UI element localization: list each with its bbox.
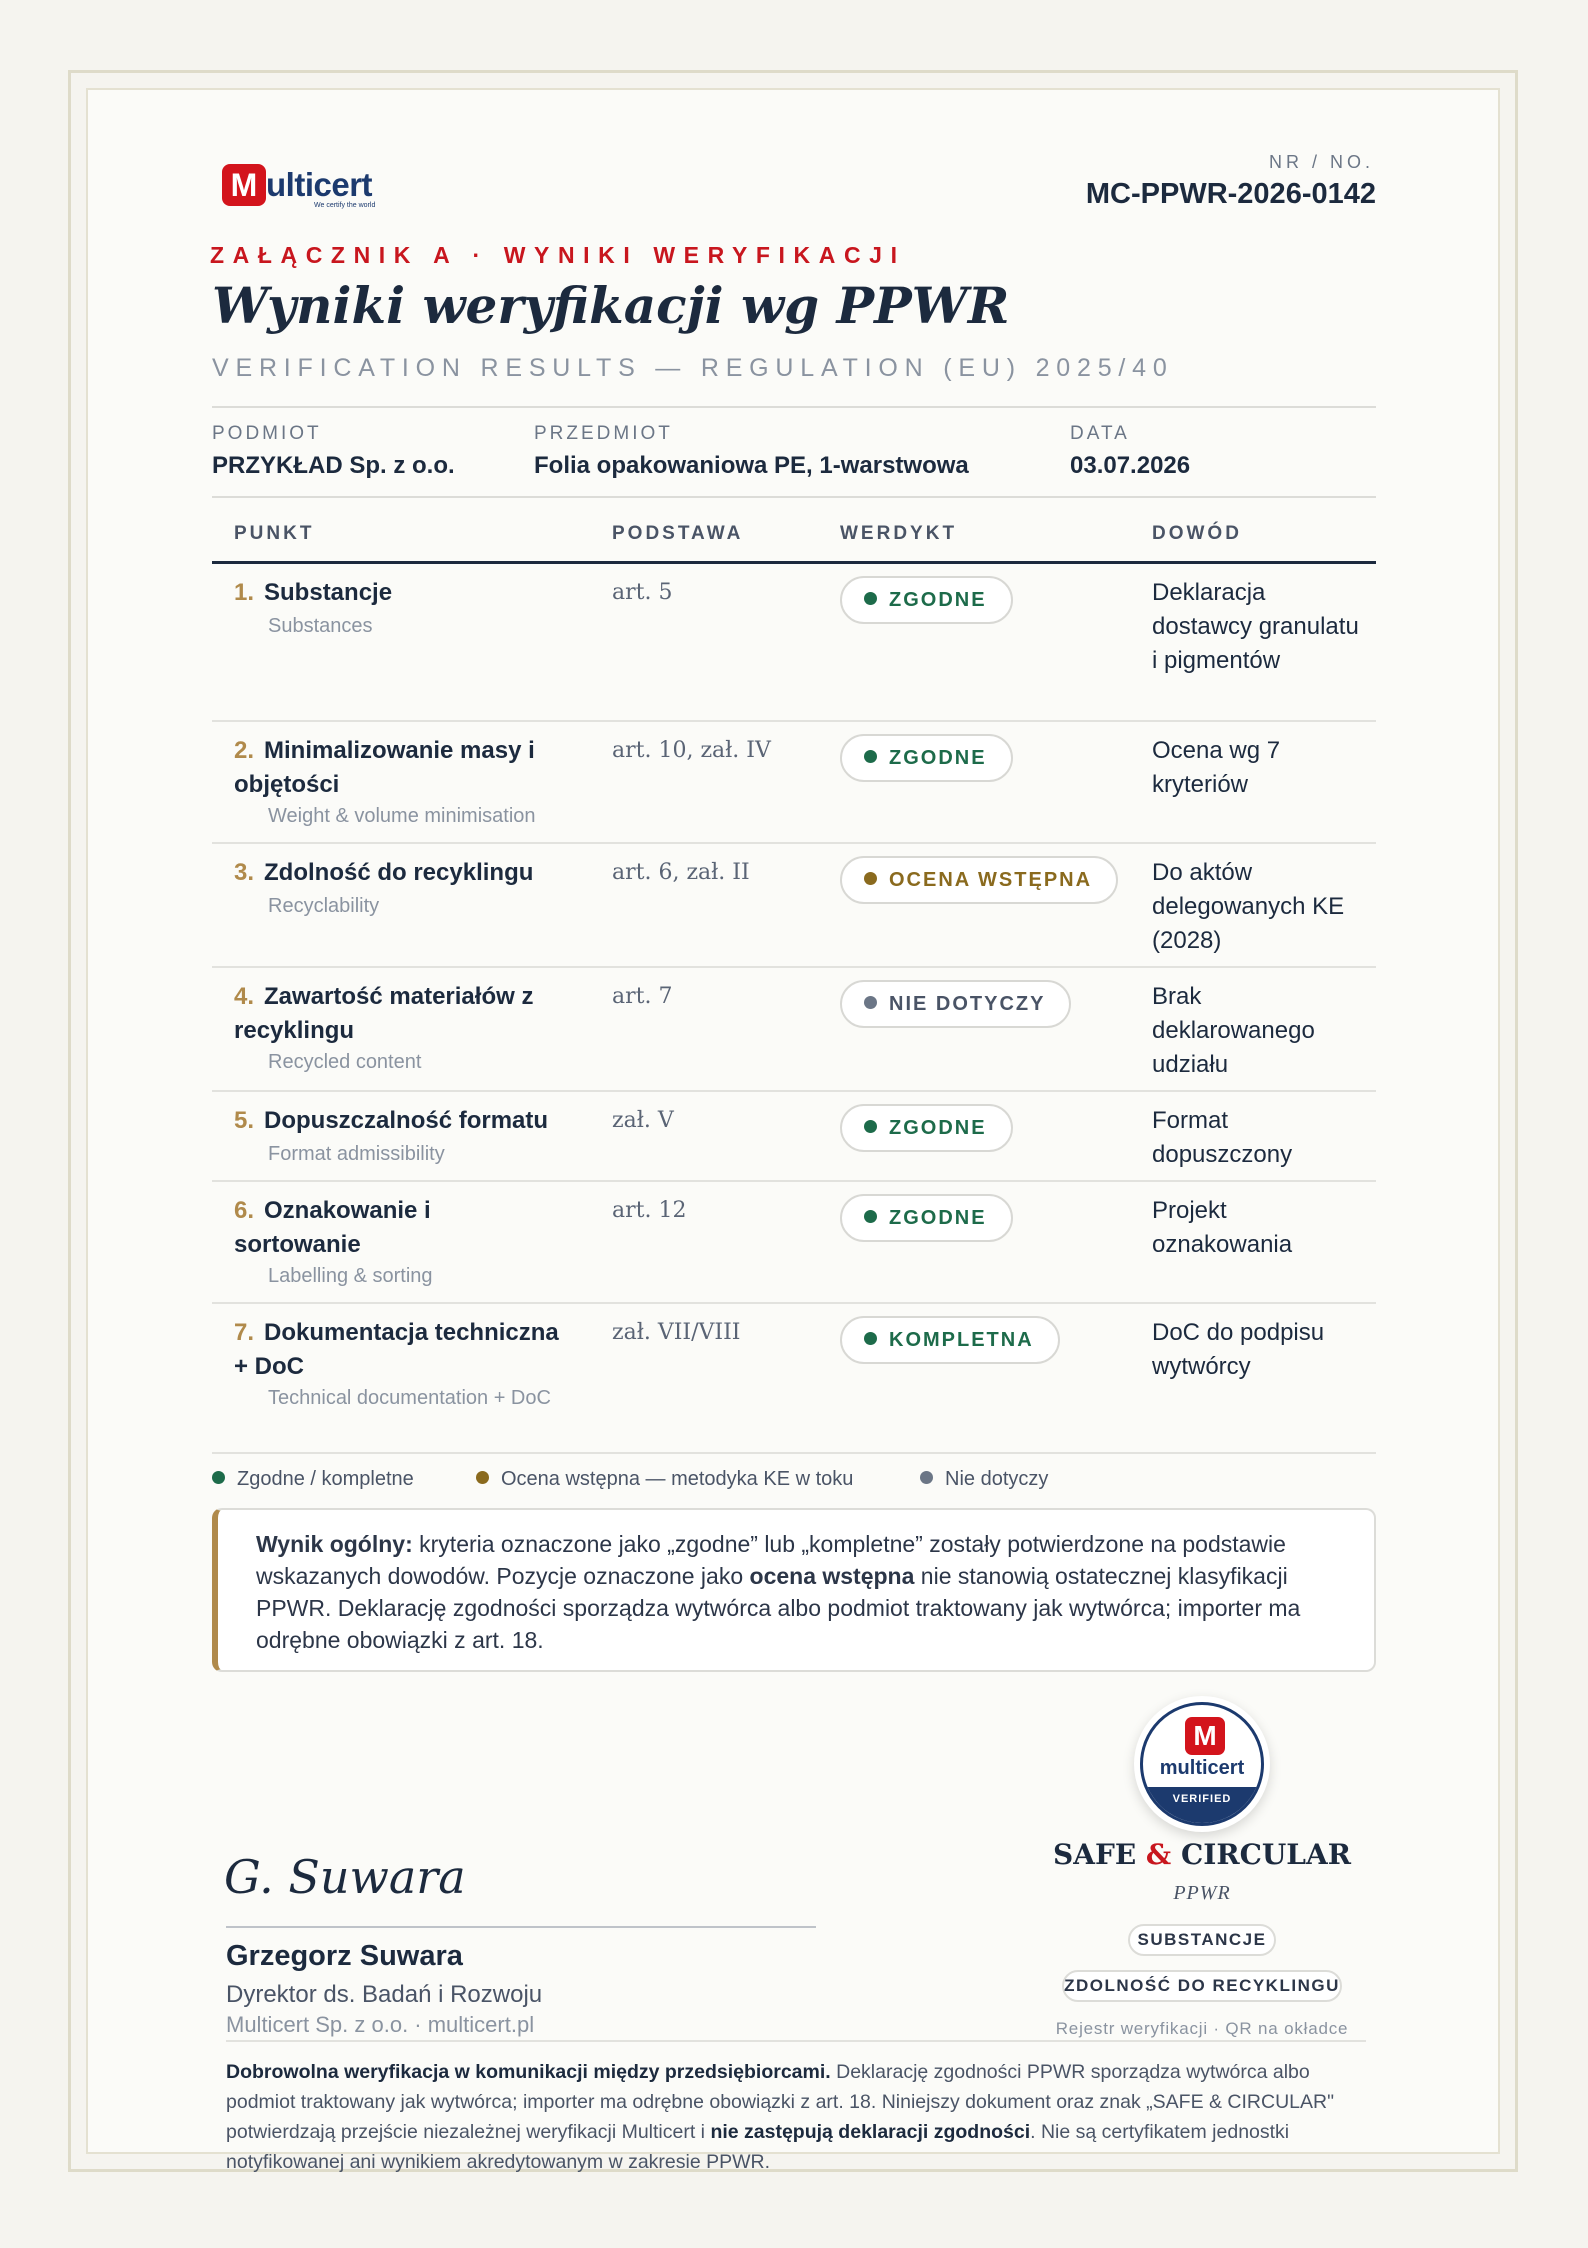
column-header-point: PUNKT [234, 523, 315, 544]
row-evidence: DoC do podpisu wytwórcy [1152, 1319, 1325, 1380]
annex-kicker: ZAŁĄCZNIK A · WYNIKI WERYFIKACJI [210, 242, 906, 268]
row-evidence: Brak deklarowanego udziału [1152, 983, 1315, 1078]
seal-logo-icon: M [1185, 1717, 1225, 1755]
column-header-basis: PODSTAWA [612, 523, 744, 544]
row-title-en: Technical documentation + DoC [268, 1387, 551, 1409]
logo-wordmark: ulticert [266, 166, 373, 203]
object-label: PRZEDMIOT [534, 423, 673, 444]
status-dot-icon [864, 1120, 877, 1133]
logo-tagline: We certify the world [314, 202, 376, 209]
table-row [212, 722, 1376, 844]
status-dot-icon [864, 592, 877, 605]
legend-not-applicable: Nie dotyczy [920, 1468, 1048, 1491]
seal-subtitle: PPWR [1173, 1882, 1231, 1904]
divider [212, 406, 1376, 408]
row-basis: zał. VII/VIII [612, 1320, 741, 1345]
column-header-evidence: DOWÓD [1152, 523, 1242, 544]
status-badge: KOMPLETNA [840, 1316, 1060, 1364]
row-evidence: Ocena wg 7 kryteriów [1152, 737, 1281, 798]
table-row [212, 1092, 1376, 1182]
subject-value: PRZYKŁAD Sp. z o.o. [212, 452, 455, 479]
seal-band: VERIFIED [1143, 1787, 1261, 1826]
status-dot-icon [864, 1332, 877, 1345]
scope-chip-substances: SUBSTANCJE [1128, 1924, 1276, 1956]
signatory-organisation: Multicert Sp. z o.o. · multicert.pl [226, 2012, 535, 2037]
date-value: 03.07.2026 [1070, 452, 1191, 479]
status-dot-icon [864, 996, 877, 1009]
row-evidence: Deklaracja dostawcy granulatu i pigmentów [1152, 579, 1359, 674]
document-number: MC-PPWR-2026-0142 [1085, 178, 1376, 210]
row-evidence: Do aktów delegowanych KE (2028) [1152, 859, 1345, 954]
row-title-en: Substances [268, 615, 373, 637]
seal-brand: multicert [1159, 1757, 1245, 1779]
brown-dot-icon [476, 1471, 489, 1484]
handwritten-signature: G. Suwara [224, 1850, 466, 1904]
row-title-en: Labelling & sorting [268, 1265, 433, 1287]
table-row [212, 844, 1376, 968]
scope-chip-recyclability: ZDOLNOŚĆ DO RECYKLINGU [1062, 1970, 1342, 2002]
status-badge: NIE DOTYCZY [840, 980, 1071, 1028]
object-value: Folia opakowaniowa PE, 1-warstwowa [534, 452, 969, 479]
status-dot-icon [864, 1210, 877, 1223]
row-basis: zał. V [612, 1108, 674, 1133]
row-title: 6. Oznakowanie i sortowanie [234, 1197, 431, 1258]
table-row [212, 1182, 1376, 1304]
footer-divider [226, 2040, 1366, 2042]
table-row [212, 968, 1376, 1092]
row-title: 7. Dokumentacja techniczna + DoC [234, 1319, 559, 1380]
signature-line [226, 1926, 816, 1928]
status-badge: ZGODNE [840, 576, 1013, 624]
row-title: 4. Zawartość materiałów z recyklingu [234, 983, 534, 1044]
status-badge: ZGODNE [840, 1194, 1013, 1242]
seal-name: SAFE & CIRCULAR [1053, 1838, 1351, 1871]
status-badge: ZGODNE [840, 1104, 1013, 1152]
footer-disclaimer: Dobrowolna weryfikacja w komunikacji między przedsiębiorcami. Deklarację zgodności PPWR sporządza wytwórca albo podmiot traktowany jak wytwórca; importer ma odrębne obowiązki z art. 18. Niniejszy dokument oraz znak „SAFE & CIRCULAR" potwierdzają przejście niezależnej weryfikacji Multicert i nie zastępują deklaracji zgodności. Nie są certyfikatem jednostki notyfikowanej ani wynikiem akredytowanym w zakresie PPWR. [226, 2061, 1335, 2173]
logo-mark-icon: M [222, 164, 266, 206]
row-basis: art. 6, zał. II [612, 860, 750, 885]
multicert-logo [222, 162, 392, 212]
date-label: DATA [1070, 423, 1130, 444]
verified-seal [1134, 1696, 1270, 1832]
table-row [212, 1304, 1376, 1454]
row-title: 2. Minimalizowanie masy i objętości [234, 737, 535, 798]
signatory-name: Grzegorz Suwara [226, 1940, 463, 1972]
status-badge: ZGODNE [840, 734, 1013, 782]
divider [212, 496, 1376, 498]
row-evidence: Format dopuszczony [1152, 1107, 1293, 1168]
registry-note: Rejestr weryfikacji · QR na okładce [1055, 2019, 1349, 2038]
row-title-en: Recyclability [268, 895, 380, 917]
legend-preliminary: Ocena wstępna — metodyka KE w toku [476, 1468, 853, 1491]
document-number-label: NR / NO. [1268, 152, 1374, 172]
status-dot-icon [864, 750, 877, 763]
row-basis: art. 5 [612, 580, 673, 605]
row-title-en: Recycled content [268, 1051, 422, 1073]
legend-ok: Zgodne / kompletne [212, 1468, 414, 1491]
row-title: 1. Substancje [234, 579, 393, 606]
grey-dot-icon [920, 1471, 933, 1484]
table-row [212, 564, 1376, 722]
column-header-verdict: WERDYKT [840, 523, 958, 544]
page-title: Wyniki weryfikacji wg PPWR [212, 276, 1010, 335]
row-evidence: Projekt oznakowania [1152, 1197, 1293, 1258]
row-basis: art. 7 [612, 984, 673, 1009]
overall-result-box [212, 1508, 1376, 1672]
signatory-role: Dyrektor ds. Badań i Rozwoju [226, 1981, 543, 2008]
row-title-en: Weight & volume minimisation [268, 805, 536, 827]
subject-label: PODMIOT [212, 423, 322, 444]
status-dot-icon [864, 872, 877, 885]
status-badge: OCENA WSTĘPNA [840, 856, 1118, 904]
row-title: 3. Zdolność do recyklingu [234, 859, 534, 886]
row-basis: art. 12 [612, 1198, 687, 1223]
row-title-en: Format admissibility [268, 1143, 445, 1165]
green-dot-icon [212, 1471, 225, 1484]
row-basis: art. 10, zał. IV [612, 738, 771, 763]
row-title: 5. Dopuszczalność formatu [234, 1107, 549, 1134]
overall-result-text: Wynik ogólny: kryteria oznaczone jako „zgodne” lub „kompletne” zostały potwierdzone na podstawie wskazanych dowodów. Pozycje oznaczone jako ocena wstępna nie stanowią ostatecznej klasyfikacji PPWR. Deklarację zgodności sporządza wytwórca albo podmiot traktowany jak wytwórca; importer ma odrębne obowiązki z art. 18. [256, 1531, 1301, 1653]
page-subtitle: VERIFICATION RESULTS — REGULATION (EU) 2025/40 [212, 354, 1174, 382]
